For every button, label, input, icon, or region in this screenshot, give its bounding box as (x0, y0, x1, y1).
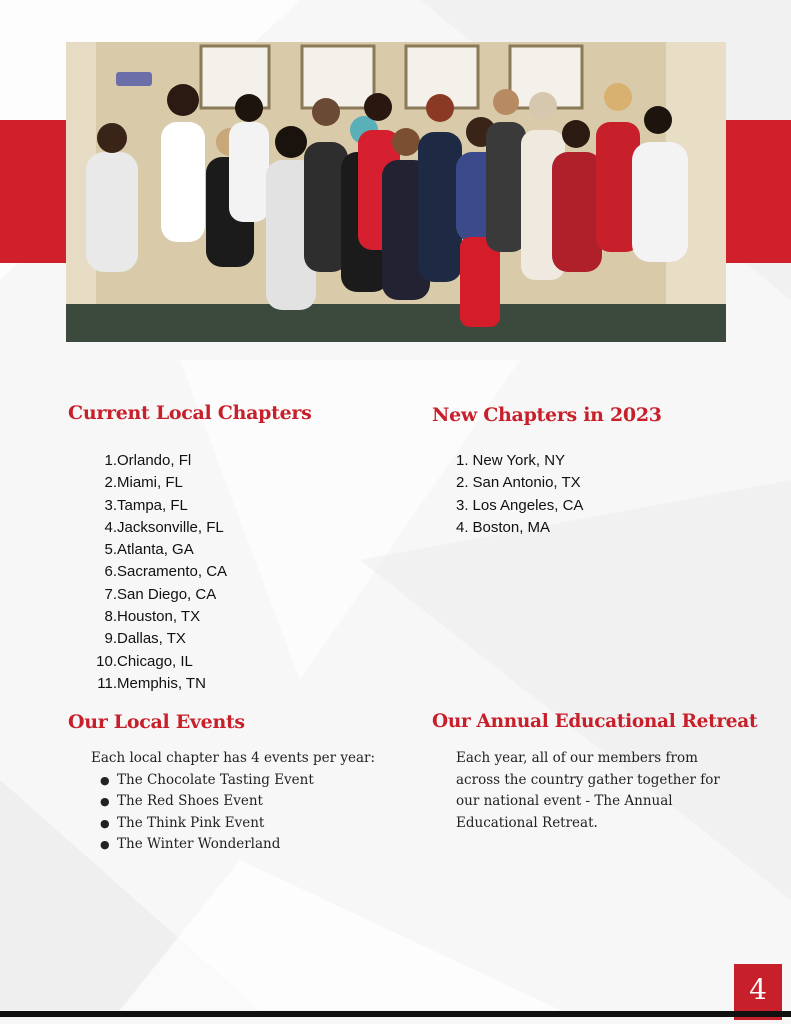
list-item: 9. Dallas, TX (104, 630, 186, 648)
list-item: 4. Boston, MA (456, 518, 551, 536)
list-item: 4. Jacksonville, FL (104, 518, 224, 536)
bottom-rule (0, 1011, 791, 1017)
group-photo (66, 42, 726, 342)
list-item: 5. Atlanta, GA (104, 541, 194, 559)
red-band-right (720, 120, 791, 263)
list-item: 1. Orlando, Fl (104, 452, 192, 469)
list-item: 8. Houston, TX (104, 608, 201, 626)
list-item: 6. Sacramento, CA (104, 563, 228, 581)
list-item: ● The Think Pink Event (100, 813, 314, 834)
list-item: 2. Miami, FL (104, 474, 183, 492)
events-intro: Each local chapter has 4 events per year: (91, 750, 376, 766)
list-item: 11. Memphis, TN (97, 674, 206, 692)
list-item: 10. Chicago, IL (96, 652, 193, 670)
new-chapters-heading: New Chapters in 2023 (432, 404, 662, 426)
list-item: ● The Winter Wonderland (100, 834, 314, 855)
local-events-heading: Our Local Events (68, 711, 245, 733)
list-item: 3. Tampa, FL (104, 496, 188, 514)
bullet-icon: ● (100, 837, 110, 851)
list-item: 3. Los Angeles, CA (456, 496, 584, 514)
retreat-heading: Our Annual Educational Retreat (432, 711, 758, 732)
current-chapters-list (90, 450, 227, 695)
list-item: 7. San Diego, CA (104, 585, 217, 603)
bullet-icon: ● (100, 816, 110, 830)
list-item: ● The Chocolate Tasting Event (100, 770, 314, 791)
bullet-icon: ● (100, 774, 110, 787)
list-item: 1. New York, NY (456, 452, 566, 469)
red-band-left (0, 120, 70, 263)
current-chapters-heading: Current Local Chapters (68, 402, 312, 424)
list-item: ● The Red Shoes Event (100, 791, 314, 812)
bullet-icon: ● (100, 795, 110, 809)
events-list (100, 770, 314, 855)
retreat-paragraph: Each year, all of our members from across the country gather together for our national event - The Annual Educational Retreat. (456, 750, 720, 831)
new-chapters-list (456, 450, 583, 539)
page-number: 4 (734, 964, 782, 1020)
list-item: 2. San Antonio, TX (456, 474, 581, 492)
